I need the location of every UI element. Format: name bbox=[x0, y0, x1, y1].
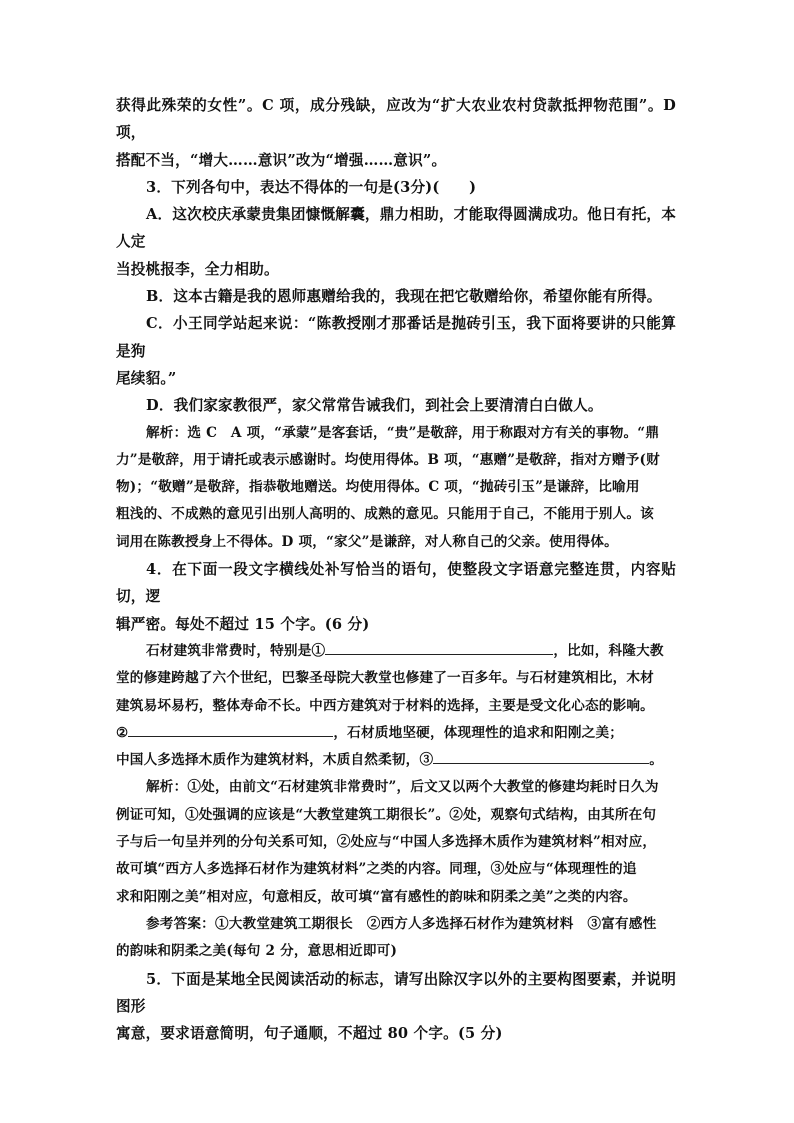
passage-line bbox=[116, 747, 676, 774]
question-3-option-a-cont: 当投桃报李，全力相助。 bbox=[116, 260, 279, 278]
question-5-stem: 5．下面是某地全民阅读活动的标志，请写出除汉字以外的主要构图要素，并说明图形 bbox=[116, 970, 676, 1015]
analysis-4: 解析：①处，由前文“石材建筑非常费时”，后文又以两个大教堂的修建均耗时日久为 bbox=[146, 779, 659, 796]
passage-text: ，比如，科隆大教 bbox=[553, 642, 664, 659]
analysis-3-line: 力”是敬辞，用于请托或表示感谢时。均使用得体。B 项，“惠赠”是敬辞，指对方赠予(财 bbox=[116, 451, 660, 468]
passage-line bbox=[116, 638, 676, 665]
passage-line: 建筑易坏易朽，整体寿命不长。中西方建筑对于材料的选择，主要是受文化心态的影响。 bbox=[116, 697, 654, 714]
passage-text: 中国人多选择木质作为建筑材料，木质自然柔韧，③ bbox=[116, 752, 434, 769]
analysis-4-line: 求和阳刚之美”相对应，句意相反，故可填“富有感性的韵味和阴柔之美”之类的内容。 bbox=[116, 888, 637, 905]
analysis-3-line: 词用在陈教授身上不得体。D 项，“家父”是谦辞，对人称自己的父亲。使用得体。 bbox=[116, 533, 618, 550]
passage-text: ，石材质地坚硬，体现理性的追求和阳刚之美； bbox=[333, 724, 624, 741]
analysis-4-line: 故可填“西方人多选择石材作为建筑材料”之类的内容。同理，③处应与“体现理性的追 bbox=[116, 861, 637, 878]
question-5-stem-cont: 寓意，要求语意简明，句子通顺，不超过 80 个字。(5 分) bbox=[116, 1025, 503, 1043]
fill-blank-3[interactable] bbox=[433, 749, 649, 764]
question-4-stem-cont: 辑严密。每处不超过 15 个字。(6 分) bbox=[116, 615, 370, 633]
passage-text: 石材建筑非常费时，特别是① bbox=[146, 642, 326, 659]
question-3-option-b: B．这本古籍是我的恩师惠赠给我的，我现在把它敬赠给你，希望你能有所得。 bbox=[146, 288, 662, 306]
fill-blank-1[interactable] bbox=[325, 640, 553, 655]
analysis-3-line: 物)；“敬赠”是敬辞，指恭敬地赠送。均使用得体。C 项，“抛砖引玉”是谦辞，比喻用 bbox=[116, 479, 640, 496]
question-3-option-c-cont: 尾续貂。” bbox=[116, 369, 177, 387]
reference-answer-4-cont: 的韵味和阴柔之美(每句 2 分，意思相近即可) bbox=[116, 943, 398, 960]
question-3-option-d: D．我们家家教很严，家父常常告诫我们，到社会上要清清白白做人。 bbox=[146, 397, 603, 415]
analysis-4-line: 例证可知，①处强调的应该是“大教堂建筑工期很长”。②处，观察句式结构，由其所在句 bbox=[116, 806, 657, 823]
text-line: 获得此殊荣的女性”。C 项，成分残缺，应改为“扩大农业农村贷款抵押物范围”。D 项， bbox=[116, 97, 676, 142]
analysis-4-line: 子与后一句呈并列的分句关系可知，②处应与“中国人多选择木质作为建筑材料”相对应， bbox=[116, 834, 657, 851]
fill-blank-2[interactable] bbox=[128, 722, 333, 737]
passage-line bbox=[116, 720, 676, 747]
question-3-option-a: A．这次校庆承蒙贵集团慷慨解囊，鼎力相助，才能取得圆满成功。他日有托，本人定 bbox=[116, 206, 676, 251]
reference-answer-4: 参考答案：①大教堂建筑工期很长 ②西方人多选择石材作为建筑材料 ③富有感性 bbox=[146, 915, 657, 932]
passage-line: 堂的修建跨越了六个世纪，巴黎圣母院大教堂也修建了一百多年。与石材建筑相比，木材 bbox=[116, 670, 654, 687]
document-body bbox=[116, 92, 676, 1047]
passage-text: ② bbox=[116, 724, 129, 741]
passage-text: 。 bbox=[649, 752, 664, 769]
analysis-3: 解析：选 C A 项，“承蒙”是客套话，“贵”是敬辞，用于称跟对方有关的事物。“鼎 bbox=[146, 424, 660, 441]
text-line: 搭配不当，“增大……意识”改为“增强……意识”。 bbox=[116, 151, 447, 169]
question-3-option-c: C．小王同学站起来说：“陈教授刚才那番话是抛砖引玉，我下面将要讲的只能算是狗 bbox=[116, 315, 676, 360]
question-3-stem: 3．下列各句中，表达不得体的一句是(3分)( ) bbox=[146, 178, 477, 196]
question-4-stem: 4．在下面一段文字横线处补写恰当的语句，使整段文字语意完整连贯，内容贴切，逻 bbox=[116, 561, 676, 606]
analysis-3-line: 粗浅的、不成熟的意见引出别人高明的、成熟的意见。只能用于自己，不能用于别人。该 bbox=[116, 506, 654, 523]
